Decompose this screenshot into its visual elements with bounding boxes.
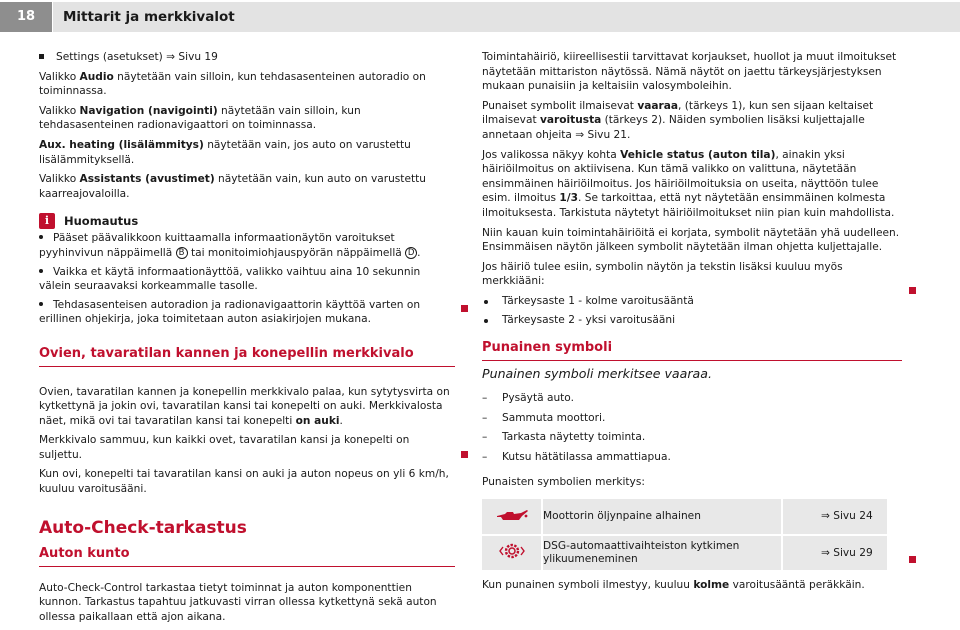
info-icon: i bbox=[39, 213, 55, 229]
vehicle-condition-heading: Auton kunto bbox=[39, 547, 455, 567]
key-b-symbol: B bbox=[176, 247, 188, 259]
symbol-meaning-label: Punaisten symbolien merkitys: bbox=[482, 475, 645, 488]
note-item: Tehdasasenteisen autoradion ja radionavigaattorin käyttöä varten on erillinen ohjekirja, joka toimitetaan auton asiakirjojen mukana. bbox=[39, 298, 421, 326]
repeat-paragraph: Niin kauan kuin toimintahäiriöitä ei korjata, symbolit näytetään yhä uudelleen. Ensimmäisen näytön jälkeen symbolit näytetään ilman ohjetta kuljettajalle. bbox=[482, 226, 900, 254]
section-end-marker bbox=[461, 305, 468, 312]
step-item: – Kutsu hätätilassa ammattiapua. bbox=[482, 450, 907, 465]
red-symbol-heading: Punainen symboli bbox=[482, 341, 902, 361]
door-warning-paragraph: Kun ovi, konepelti tai tavaratilan kansi on auki ja auton nopeus on yli 6 km/h, kuuluu varoitusääni. bbox=[39, 468, 449, 496]
page-reference[interactable]: ⇒ Sivu 29 bbox=[782, 535, 887, 571]
auto-check-paragraph: Auto-Check-Control tarkastaa tietyt toiminnat ja auton komponenttien kunnon. Tarkastus tapahtuu jatkuvasti virran ollessa kytkettynä sekä auton ollessa paikallaan että ajon aikana. bbox=[39, 581, 437, 624]
navigation-paragraph: Valikko Navigation (navigointi) näytetään vain silloin, kun tehdasasenteinen radionavigaattori on toiminnassa. bbox=[39, 104, 361, 132]
aux-heating-paragraph: Aux. heating (lisälämmitys) näytetään vain, jos auto on varustettu lisälämmityksellä. bbox=[39, 138, 411, 166]
symbol-colors-paragraph: Punaiset symbolit ilmaisevat vaaraa, (tärkeys 1), kun sen sijaan keltaiset ilmaisevat varoitusta (tärkeys 2). Näiden symbolien lisäksi kuljettajalle annetaan ohjeita ⇒ Sivu 21. bbox=[482, 99, 874, 141]
left-column bbox=[39, 50, 455, 630]
settings-item: Settings (asetukset) ⇒ Sivu 19 bbox=[39, 50, 455, 65]
note-item: Pääset päävalikkoon kuittaamalla informaationäytön varoitukset pyyhinvivun näppäimellä B tai monitoimiohjauspyörän näppäimellä D . bbox=[39, 232, 421, 259]
section-end-marker bbox=[909, 287, 916, 294]
step-item: – Pysäytä auto. bbox=[482, 391, 907, 406]
step-item: – Sammuta moottori. bbox=[482, 411, 907, 426]
page-header bbox=[0, 0, 960, 34]
chapter-title: Mittarit ja merkkivalot bbox=[53, 2, 960, 32]
auto-check-heading: Auto-Check-tarkastus bbox=[39, 517, 247, 538]
symbol-table bbox=[482, 499, 887, 572]
symbol-description: DSG-automaattivaihteiston kytkimen ylikuumeneminen bbox=[542, 535, 782, 571]
step-item: – Tarkasta näytetty toiminta. bbox=[482, 430, 907, 445]
table-row bbox=[482, 499, 887, 535]
table-row bbox=[482, 535, 887, 571]
door-warning-heading: Ovien, tavaratilan kannen ja konepellin merkkivalo bbox=[39, 347, 455, 367]
door-warning-paragraph: Merkkivalo sammuu, kun kaikki ovet, tavaratilan kansi ja konepelti on suljettu. bbox=[39, 434, 410, 461]
symbol-description: Moottorin öljynpaine alhainen bbox=[542, 499, 782, 535]
key-d-symbol: D bbox=[405, 247, 417, 259]
section-end-marker bbox=[909, 556, 916, 563]
list-item: Tärkeysaste 1 - kolme varoitusääntä bbox=[482, 294, 907, 309]
page-number: 18 bbox=[0, 2, 52, 32]
oil-can-icon bbox=[482, 499, 542, 535]
audio-paragraph: Valikko Audio näytetään vain silloin, kun tehdasasenteinen autoradio on toiminnassa. bbox=[39, 70, 426, 98]
assistants-paragraph: Valikko Assistants (avustimet) näytetään vain, kun auto on varustettu kaarreajovaloilla. bbox=[39, 173, 426, 200]
door-warning-paragraph: Ovien, tavaratilan kannen ja konepellin merkkivalo palaa, kun sytytysvirta on kytkettynä ja jokin ovi, tavaratilan kansi tai konepelti on auki. Merkkivalosta näet, mikä ovi tai tavaratilan kansi tai konepelti on auki. bbox=[39, 385, 450, 427]
note-title: Huomautus bbox=[64, 214, 139, 229]
red-symbol-subtitle: Punainen symboli merkitsee vaaraa. bbox=[482, 365, 712, 381]
intro-paragraph: Toimintahäiriö, kiireellisestii tarvittavat korjaukset, huollot ja muut ilmoitukset näytetään mittariston näytössä. Nämä näytöt on jaettu tärkeysjärjestyksen mukaan punaisiin ja keltaisiin valosymboleihin. bbox=[482, 51, 897, 93]
sound-paragraph: Jos häiriö tulee esiin, symbolin näytön ja tekstin lisäksi kuuluu myös merkkiääni: bbox=[482, 260, 843, 288]
right-column bbox=[482, 50, 907, 598]
list-item: Tärkeysaste 2 - yksi varoitusääni bbox=[482, 313, 907, 328]
page-reference[interactable]: ⇒ Sivu 24 bbox=[782, 499, 887, 535]
section-end-marker bbox=[461, 451, 468, 458]
vehicle-status-paragraph: Jos valikossa näkyy kohta Vehicle status (auton tila), ainakin yksi häiriöilmoitus on aktiivisena. Kun tämä valikko on valittuna, näytetään ensimmäinen häiriöilmoitus. Jos häiriöilmoituksia on useita, näyttöön tulee esim. ilmoitus 1/3. Se tarkoittaa, että nyt näytetään ensimmäinen kolmesta ilmoituksesta. Tarkistuta näytetyt häiriöilmoitukset niin pian kuin mahdollista. bbox=[482, 148, 895, 219]
note-item: Vaikka et käytä informaationäyttöä, valikko vaihtuu aina 10 sekunnin välein seuraavaksi korkeammalle tasolle. bbox=[39, 265, 421, 293]
red-symbol-sound-paragraph: Kun punainen symboli ilmestyy, kuuluu kolme varoitusääntä peräkkäin. bbox=[482, 579, 865, 592]
note-box bbox=[39, 213, 455, 327]
square-bullet-icon bbox=[39, 54, 44, 59]
gear-warning-icon bbox=[482, 535, 542, 571]
